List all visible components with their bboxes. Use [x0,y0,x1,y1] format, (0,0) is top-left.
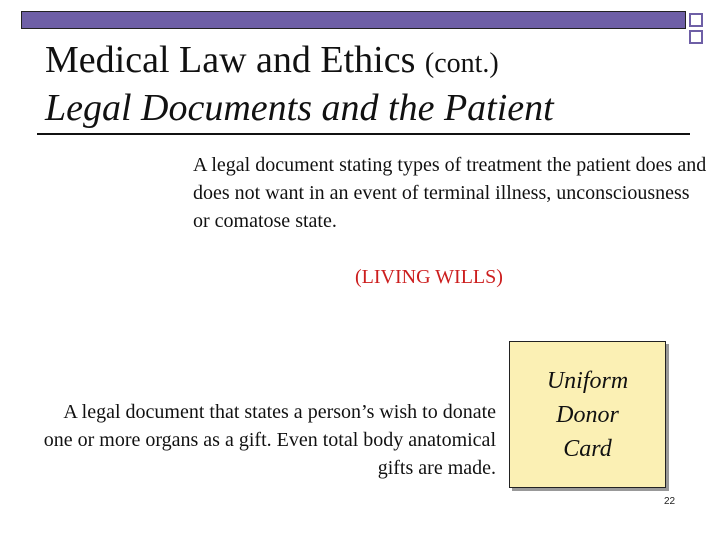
slide-subtitle: Legal Documents and the Patient [45,87,554,129]
definition-living-will: A legal document stating types of treatment the patient does and does not want in an event of terminal illness, unconsciousness or comatose state. [193,154,707,232]
slide-title [45,40,499,82]
slide-title-main: Medical Law and Ethics [45,39,416,81]
donor-card-line: Donor [556,401,619,428]
donor-card-label [518,364,658,466]
donor-card-box [509,341,666,488]
slide-title-cont: (cont.) [424,48,499,79]
page-number: 22 [664,496,676,507]
title-divider [37,133,690,135]
donor-card-line: Card [563,435,612,462]
answer-living-wills: (LIVING WILLS) [355,266,503,288]
corner-box-decoration [689,30,703,44]
corner-box-decoration [689,13,703,27]
definition-donor-card: A legal document that states a person’s wish to donate one or more organs as a gift. Even total body anatomical gifts are made. [43,401,496,479]
donor-card-line: Uniform [546,367,629,394]
header-accent-bar [21,11,686,29]
